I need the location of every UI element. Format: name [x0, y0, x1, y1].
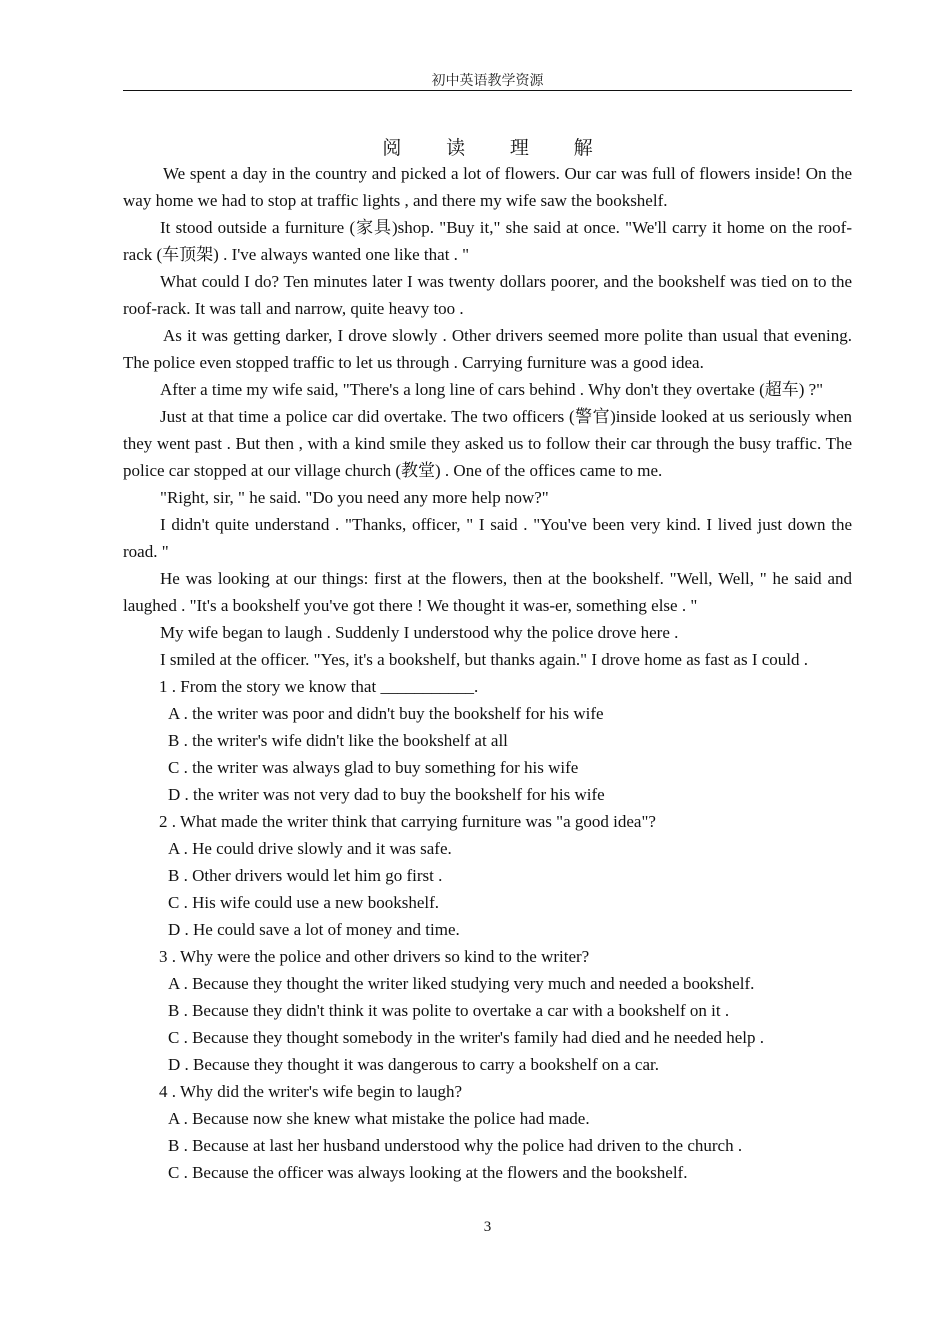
- answer-option: C . Because they thought somebody in the writer's family had died and he needed help .: [168, 1028, 765, 1047]
- answer-option: A . the writer was poor and didn't buy the bookshelf for his wife: [168, 704, 604, 723]
- passage-paragraph: My wife began to laugh . Suddenly I understood why the police drove here .: [160, 623, 679, 642]
- passage-paragraph: As it was getting darker, I drove slowly . Other drivers seemed more polite than usual that evening. The police even stopped traffic to let us through . Carrying furniture was a good idea.: [123, 326, 852, 372]
- question-stem: 4 . Why did the writer's wife begin to laugh?: [159, 1082, 463, 1101]
- passage-paragraph: I didn't quite understand . "Thanks, officer, " I said . "You've been very kind. I lived just down the road. ": [123, 515, 852, 561]
- question-3: [123, 943, 852, 1078]
- question-4: [123, 1078, 852, 1186]
- passage-paragraph: "Right, sir, " he said. "Do you need any more help now?": [160, 488, 549, 507]
- passage-paragraph: He was looking at our things: first at the flowers, then at the bookshelf. "Well, Well, " he said and laughed . "It's a bookshelf you've got there ! We thought it was-er, something else . ": [123, 569, 852, 615]
- passage-paragraph: What could I do? Ten minutes later I was twenty dollars poorer, and the bookshelf was tied on to the roof-rack. It was tall and narrow, quite heavy too .: [123, 272, 852, 318]
- passage-paragraph: We spent a day in the country and picked a lot of flowers. Our car was full of flowers inside! On the way home we had to stop at traffic lights , and there my wife saw the bookshelf.: [123, 164, 852, 210]
- page-header: 初中英语教学资源: [431, 74, 544, 89]
- document-body: [123, 160, 852, 1186]
- passage-paragraph: I smiled at the officer. "Yes, it's a bookshelf, but thanks again." I drove home as fast as I could .: [160, 650, 809, 669]
- answer-option: B . Because they didn't think it was polite to overtake a car with a bookshelf on it .: [168, 1001, 730, 1020]
- page-title: 阅 读 理 解: [382, 138, 613, 159]
- answer-option: A . He could drive slowly and it was safe.: [168, 839, 452, 858]
- answer-option: A . Because they thought the writer liked studying very much and needed a bookshelf.: [168, 974, 755, 993]
- question-list: [123, 673, 852, 1186]
- answer-option: D . Because they thought it was dangerous to carry a bookshelf on a car.: [168, 1055, 659, 1074]
- answer-option: C . His wife could use a new bookshelf.: [168, 893, 440, 912]
- answer-option: D . He could save a lot of money and time.: [168, 920, 460, 939]
- answer-option: D . the writer was not very dad to buy the bookshelf for his wife: [168, 785, 605, 804]
- reading-passage: [123, 160, 852, 673]
- question-stem: 2 . What made the writer think that carrying furniture was "a good idea"?: [159, 812, 656, 831]
- answer-option: C . Because the officer was always looking at the flowers and the bookshelf.: [168, 1163, 688, 1182]
- question-stem: 3 . Why were the police and other drivers so kind to the writer?: [159, 947, 590, 966]
- passage-paragraph: Just at that time a police car did overtake. The two officers (警官)inside looked at us seriously when they went past . But then , with a kind smile they asked us to follow their car through the busy traffic. The police car stopped at our village church (教堂) . One of the offices came to me.: [123, 407, 852, 480]
- passage-paragraph: After a time my wife said, "There's a long line of cars behind . Why don't they overtake (超车) ?": [160, 380, 824, 399]
- question-2: [123, 808, 852, 943]
- page-number: 3: [483, 1219, 492, 1235]
- answer-option: B . the writer's wife didn't like the bookshelf at all: [168, 731, 508, 750]
- answer-option: C . the writer was always glad to buy something for his wife: [168, 758, 579, 777]
- answer-option: B . Other drivers would let him go first .: [168, 866, 443, 885]
- answer-option: B . Because at last her husband understood why the police had driven to the church .: [168, 1136, 743, 1155]
- passage-paragraph: It stood outside a furniture (家具)shop. "Buy it," she said at once. "We'll carry it home on the roof-rack (车顶架) . I've always wanted one like that . ": [123, 218, 852, 264]
- question-1: [123, 673, 852, 808]
- question-stem: 1 . From the story we know that ___________.: [159, 677, 479, 696]
- answer-option: A . Because now she knew what mistake the police had made.: [168, 1109, 590, 1128]
- header-rule: [123, 90, 852, 91]
